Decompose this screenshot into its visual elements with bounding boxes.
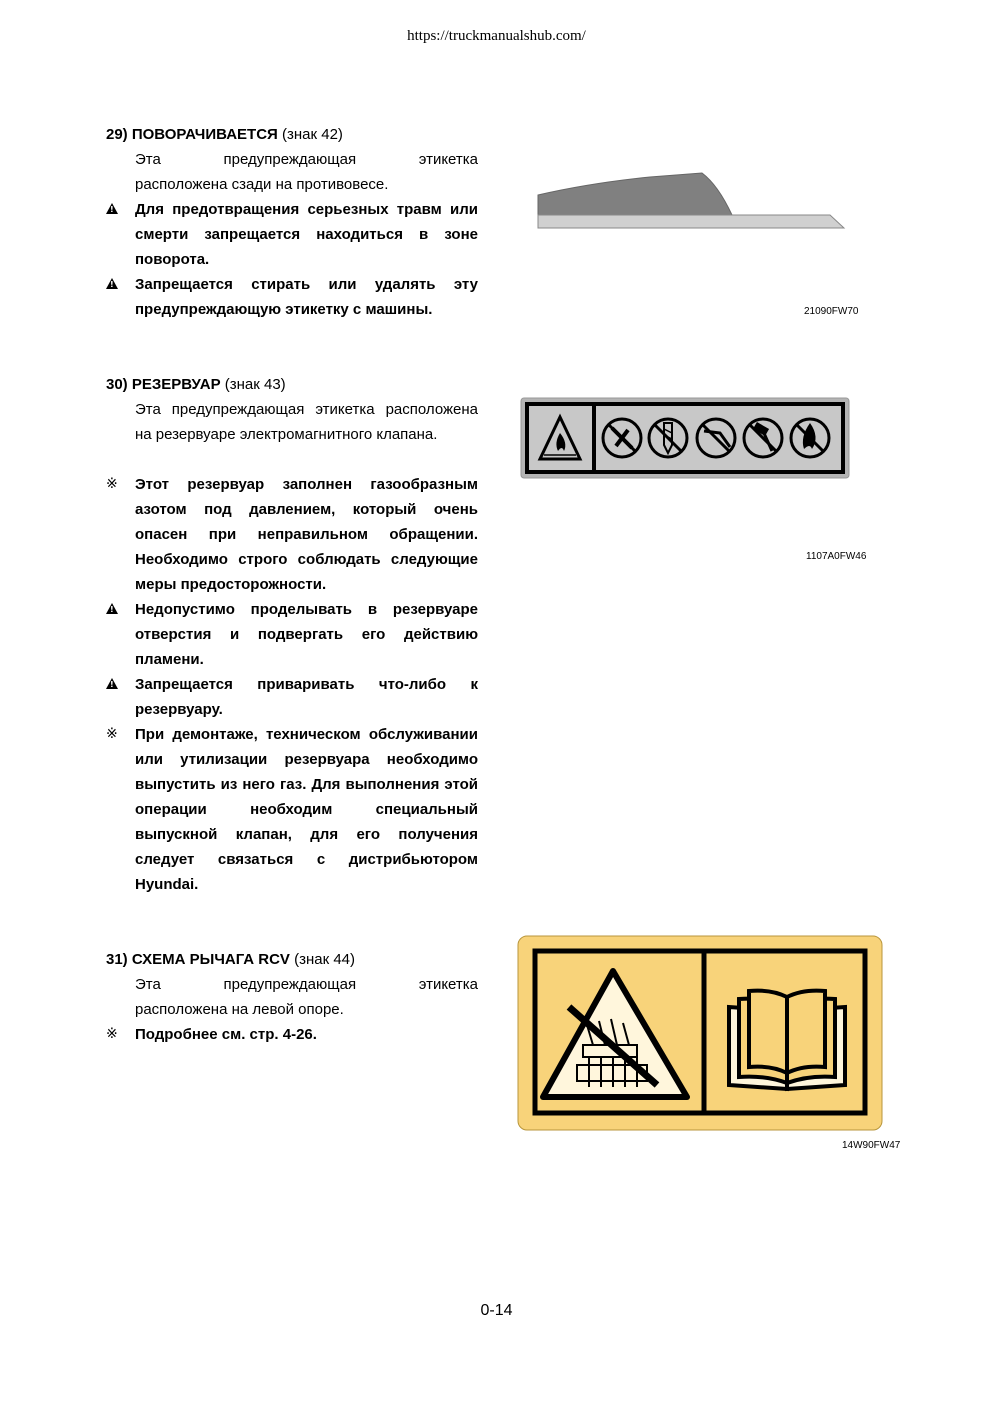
section-29-heading <box>106 122 343 147</box>
section-title: РЕЗЕРВУАР <box>131 376 221 393</box>
section-30-heading <box>106 372 286 397</box>
section-30-item-1: Этот резервуар заполнен газообразным азотом под давлением, который очень опасен при неправильном обращении. Необходимо строго соблюдать следующие меры предосторожности. <box>135 476 478 593</box>
warning-triangle-icon <box>106 272 128 297</box>
figure-code: 1107A0FW46 <box>806 551 867 562</box>
section-title: ПОВОРАЧИВАЕТСЯ <box>131 126 278 143</box>
counterweight-figure <box>530 165 850 235</box>
warning-triangle-icon <box>106 672 128 697</box>
tank-warning-label <box>520 397 850 479</box>
page-number: 0-14 <box>480 1302 513 1319</box>
section-30-desc: Эта предупреждающая этикетка расположена на резервуаре электромагнитного клапана. <box>135 401 478 443</box>
base-plate-shape <box>538 215 844 228</box>
section-30-item-3: Запрещается приваривать что-либо к резервуару. <box>135 676 478 718</box>
section-number: 30) <box>106 376 128 393</box>
warning-triangle-icon <box>106 597 128 622</box>
section-29-item-1: Для предотвращения серьезных травм или смерти запрещается находиться в зоне поворота. <box>135 201 478 268</box>
figure-code: 21090FW70 <box>804 306 859 317</box>
sign-number: (знак 44) <box>294 951 356 968</box>
reference-mark-icon: ※ <box>106 1026 118 1042</box>
reference-mark-icon: ※ <box>106 726 118 742</box>
sign-number: (знак 43) <box>224 376 286 393</box>
sign-number: (знак 42) <box>282 126 343 143</box>
section-number: 29) <box>106 126 128 143</box>
section-number: 31) <box>106 951 128 968</box>
counterweight-shape <box>538 173 732 215</box>
section-31-desc-line2: расположена на левой опоре. <box>135 1001 344 1018</box>
reference-mark-icon: ※ <box>106 476 118 492</box>
source-url: https://truckmanualshub.com/ <box>407 28 586 44</box>
section-29-desc-line2: расположена сзади на противовесе. <box>135 176 389 193</box>
warning-triangle-icon <box>106 197 128 222</box>
figure-code: 14W90FW47 <box>842 1140 901 1151</box>
section-31-desc-line1: Эта предупреждающая этикетка <box>135 976 478 993</box>
section-31-item-1: Подробнее см. стр. 4-26. <box>135 1026 317 1043</box>
rcv-lever-label <box>517 935 883 1131</box>
section-30-item-4: При демонтаже, техническом обслуживании или утилизации резервуара необходимо выпустить из него газ. Для выполнения этой операции необходим специальный выпускной клапан, для его получения следует связаться с дистрибьютором Hyundai. <box>135 726 478 893</box>
section-30-item-2: Недопустимо проделывать в резервуаре отверстия и подвергать его действию пламени. <box>135 601 478 668</box>
section-31-heading <box>106 947 355 972</box>
section-29-desc-line1: Эта предупреждающая этикетка <box>135 151 478 168</box>
section-title: СХЕМА РЫЧАГА RCV <box>131 951 290 968</box>
section-29-item-2: Запрещается стирать или удалять эту предупреждающую этикетку с машины. <box>135 276 478 318</box>
read-manual-book-icon <box>729 991 845 1089</box>
